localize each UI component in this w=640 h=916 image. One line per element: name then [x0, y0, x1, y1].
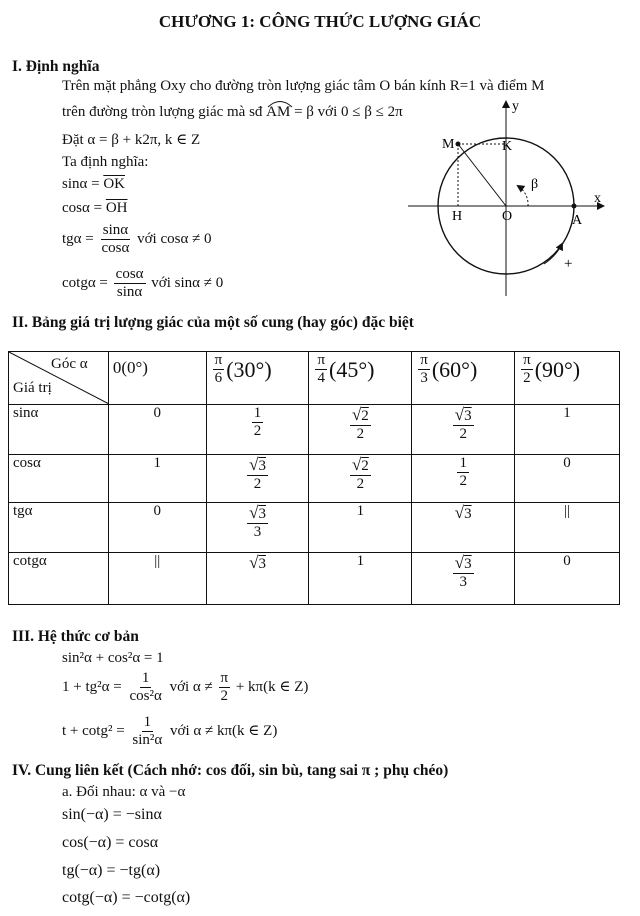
cos-0: 1 — [108, 455, 206, 503]
cotg-60-den: 3 — [459, 574, 467, 591]
label-a: A — [572, 213, 583, 228]
identity-3-den: sin²α — [132, 732, 163, 749]
definition-line-3: Đặt α = β + k2π, k ∈ Z — [62, 132, 201, 148]
cos-90: 0 — [515, 455, 620, 503]
col-header-90 — [515, 352, 620, 405]
arc-symbol — [266, 98, 294, 108]
sin-30-den: 2 — [253, 423, 262, 440]
col-90-num: π — [521, 352, 533, 370]
col-60-num: π — [418, 352, 430, 370]
beta-arc — [518, 186, 528, 206]
identity-3-lhs: t + cotg² = — [62, 723, 125, 740]
definition-line-4: Ta định nghĩa: — [62, 154, 149, 170]
cotg-def-lhs: cotgα = — [62, 275, 108, 292]
row-label-sin: sinα — [9, 405, 109, 455]
sin-90: 1 — [515, 405, 620, 455]
identity-3-cond: với α ≠ kπ(k ∈ Z) — [170, 723, 278, 740]
cos-def-lhs: cosα = — [62, 200, 103, 216]
related-angle-1: sin(−α) = −sinα — [62, 806, 162, 823]
sin-60-den: 2 — [459, 426, 467, 443]
identity-2-cond-pre: với α ≠ — [169, 679, 213, 696]
sin-30 — [206, 405, 309, 455]
related-angle-2: cos(−α) = cosα — [62, 834, 159, 851]
row-label-tg: tgα — [9, 503, 109, 553]
section-4-heading: IV. Cung liên kết (Cách nhớ: cos đối, sin bù, tang sai π ; phụ chéo) — [12, 762, 449, 779]
related-angle-4: cotg(−α) = −cotg(α) — [62, 889, 191, 906]
cotg-def-den: sinα — [116, 284, 143, 301]
identity-2 — [62, 670, 308, 706]
definition-line-2-pre: trên đường tròn lượng giác mà sđ — [62, 104, 263, 120]
arc-am-label: AM — [266, 104, 291, 120]
cotg-def-fraction — [114, 266, 146, 302]
identity-2-den: cos²α — [129, 688, 162, 705]
tg-def-fraction — [100, 222, 132, 258]
tg-30-rad: 3 — [258, 506, 266, 522]
label-h: H — [452, 209, 463, 224]
sin-def-lhs: sinα = — [62, 176, 100, 192]
definition-line-2 — [62, 104, 403, 121]
table-row-cos — [9, 455, 620, 503]
corner-label-angle: Góc α — [51, 356, 88, 372]
label-beta: β — [531, 177, 539, 192]
cos-30-den: 2 — [253, 476, 262, 493]
section-4-sub-a: a. Đối nhau: α và −α — [62, 784, 186, 800]
col-30-deg: (30°) — [226, 356, 272, 382]
identity-3 — [62, 714, 277, 750]
col-45-num: π — [315, 352, 327, 370]
tg-45: 1 — [309, 503, 412, 553]
cos-definition — [62, 200, 128, 217]
tg-60-rad: 3 — [464, 506, 472, 522]
row-label-cotg: cotgα — [9, 553, 109, 605]
col-header-60 — [412, 352, 515, 405]
tg-90: || — [515, 503, 620, 553]
corner-label-value: Giá trị — [13, 380, 52, 396]
label-y: y — [512, 99, 519, 114]
cotg-definition — [62, 266, 223, 302]
definition-line-1: Trên mặt phẳng Oxy cho đường tròn lượng giác tâm O bán kính R=1 và điểm M — [62, 78, 545, 94]
identity-2-num: 1 — [140, 670, 152, 688]
col-90-deg: (90°) — [534, 356, 581, 382]
label-m: M — [442, 137, 455, 152]
cos-30: $\frac{√3}{2}$ — [206, 455, 309, 503]
page-title: CHƯƠNG 1: CÔNG THỨC LƯỢNG GIÁC — [158, 12, 482, 31]
col-90-den: 2 — [523, 370, 531, 387]
cos-45: $\frac{√2}{2}$ — [309, 455, 412, 503]
cos-45-rad: 2 — [361, 458, 369, 474]
sin-45-rad: 2 — [361, 408, 369, 424]
cotg-30: √3 — [206, 553, 309, 605]
col-60-den: 3 — [420, 370, 428, 387]
sin-0: 0 — [108, 405, 206, 455]
cotg-45: 1 — [309, 553, 412, 605]
col-header-0: 0(0°) — [108, 352, 206, 405]
row-label-cos: cosα — [9, 455, 109, 503]
identity-2-cond-num: π — [219, 670, 231, 688]
table-row-tg — [9, 503, 620, 553]
identity-3-num: 1 — [142, 714, 154, 732]
tg-definition — [62, 222, 212, 258]
table-row-cotg — [9, 553, 620, 605]
cos-60-num: 1 — [457, 455, 469, 473]
trig-values-table — [8, 351, 620, 605]
section-2-heading: II. Bảng giá trị lượng giác của một số cung (hay góc) đặc biệt — [12, 314, 414, 331]
sin-45-den: 2 — [356, 426, 365, 443]
identity-2-lhs: 1 + tg²α = — [62, 679, 122, 696]
label-o: O — [502, 209, 513, 224]
tg-60: √3 — [412, 503, 515, 553]
table-row-sin — [9, 405, 620, 455]
unit-circle-diagram — [398, 96, 618, 300]
table-header-row — [9, 352, 620, 405]
sin-def-rhs: $\overline{OK}$ — [103, 176, 125, 192]
col-30-num: π — [213, 352, 225, 370]
col-45-deg: (45°) — [329, 356, 375, 382]
cos-60 — [412, 455, 515, 503]
tg-def-lhs: tgα = — [62, 231, 94, 248]
sin-45: $\frac{√2}{2}$ — [309, 405, 412, 455]
tg-def-den: cosα — [101, 240, 130, 257]
label-plus: + — [564, 256, 573, 272]
cotg-0: || — [108, 553, 206, 605]
sin-definition — [62, 176, 125, 193]
cotg-30-rad: 3 — [258, 556, 266, 572]
tg-def-cond: với cosα ≠ 0 — [137, 231, 212, 248]
col-45-den: 4 — [317, 370, 325, 387]
sin-30-num: 1 — [252, 405, 264, 423]
related-angle-3: tg(−α) = −tg(α) — [62, 862, 161, 879]
cotg-def-num: cosα — [114, 266, 146, 284]
cotg-90: 0 — [515, 553, 620, 605]
cotg-60: $\frac{√3}{3}$ — [412, 553, 515, 605]
label-k: K — [502, 139, 513, 154]
section-3-heading: III. Hệ thức cơ bản — [12, 628, 139, 645]
sin-60-rad: 3 — [464, 408, 472, 424]
label-x: x — [594, 191, 601, 206]
col-30-den: 6 — [214, 370, 223, 387]
identity-1: sin²α + cos²α = 1 — [62, 650, 164, 666]
col-60-deg: (60°) — [431, 356, 478, 382]
cos-30-rad: 3 — [258, 458, 266, 474]
tg-0: 0 — [108, 503, 206, 553]
cos-45-den: 2 — [356, 476, 365, 493]
cotg-60-rad: 3 — [464, 556, 472, 572]
identity-2-cond-post: + kπ(k ∈ Z) — [235, 679, 309, 696]
definition-line-2-post: = β với 0 ≤ β ≤ 2π — [294, 104, 403, 120]
tg-30-den: 3 — [253, 524, 262, 541]
col-header-45 — [309, 352, 412, 405]
cotg-def-cond: với sinα ≠ 0 — [151, 275, 224, 292]
cos-def-rhs: $\overline{OH}$ — [105, 200, 128, 216]
col-header-30 — [206, 352, 309, 405]
point-a — [572, 204, 577, 209]
radius-om — [458, 144, 506, 206]
tg-30: $\frac{√3}{3}$ — [206, 503, 309, 553]
sin-60: $\frac{√3}{2}$ — [412, 405, 515, 455]
identity-2-cond-den: 2 — [220, 688, 229, 705]
tg-def-num: sinα — [101, 222, 130, 240]
cos-60-den: 2 — [459, 473, 467, 490]
table-corner-cell — [9, 352, 109, 405]
section-1-heading: I. Định nghĩa — [12, 58, 100, 75]
